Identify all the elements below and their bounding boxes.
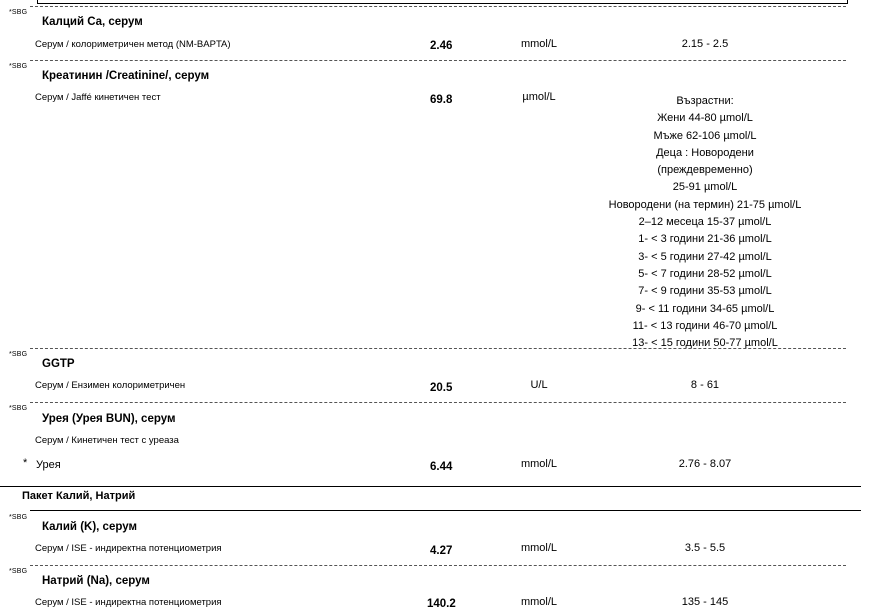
range-line: (преждевременно) [657, 164, 753, 177]
test-unit: U/L [530, 379, 548, 391]
test-range: 3.5 - 5.5 [684, 542, 726, 554]
range-line: 5- < 7 години 28-52 µmol/L [638, 267, 772, 280]
star-marker: * [23, 457, 28, 469]
test-value: 2.46 [430, 40, 453, 52]
top-right-border [847, 0, 848, 4]
lab-marker: *SBG [9, 63, 28, 70]
test-method: Серум / Ензимен колориметричен [35, 380, 186, 391]
separator [30, 402, 846, 403]
package-rule [30, 510, 861, 511]
test-title-sodium: Натрий (Na), серум [42, 575, 150, 587]
test-unit: mmol/L [520, 542, 558, 554]
range-line: 3- < 5 години 27-42 µmol/L [638, 250, 772, 263]
test-method: Серум / Jaffé кинетичен тест [35, 92, 161, 103]
test-value: 4.27 [430, 545, 453, 557]
test-method: Серум / Кинетичен тест с уреаза [35, 435, 179, 446]
sub-test-label: Урея [36, 459, 61, 471]
test-unit: µmol/L [522, 91, 556, 103]
test-unit: mmol/L [520, 458, 558, 470]
test-title-potassium: Калий (K), серум [42, 521, 137, 533]
range-line: 1- < 3 години 21-36 µmol/L [638, 233, 772, 246]
lab-marker: *SBG [9, 514, 28, 521]
range-line: Възрастни: [676, 95, 734, 107]
test-range: 135 - 145 [681, 596, 729, 608]
test-title-creatinine: Креатинин /Creatinine/, серум [42, 70, 210, 82]
range-line: 7- < 9 години 35-53 µmol/L [638, 285, 772, 298]
lab-marker: *SBG [9, 405, 28, 412]
package-rule [0, 486, 861, 487]
range-line: 11- < 13 години 46-70 µmol/L [632, 319, 778, 332]
separator [30, 348, 846, 349]
separator [30, 6, 846, 7]
range-line: 9- < 11 години 34-65 µmol/L [635, 302, 775, 315]
test-range: 2.15 - 2.5 [681, 38, 729, 50]
range-line: 13- < 15 години 50-77 µmol/L [632, 337, 778, 350]
test-value: 140.2 [427, 598, 456, 610]
separator [30, 565, 846, 566]
test-method: Серум / ISE - индиректна потенциометрия [35, 597, 222, 608]
test-value: 69.8 [430, 94, 453, 106]
range-line: 2–12 месеца 15-37 µmol/L [638, 216, 772, 229]
range-line: Жени 44-80 µmol/L [657, 112, 753, 125]
lab-marker: *SBG [9, 568, 28, 575]
reference-range-list [575, 93, 835, 352]
package-title: Пакет Калий, Натрий [22, 490, 136, 502]
test-range: 8 - 61 [690, 379, 720, 391]
test-unit: mmol/L [520, 596, 558, 608]
test-title-urea: Урея (Урея BUN), серум [42, 413, 176, 425]
test-unit: mmol/L [520, 38, 558, 50]
top-rule [37, 3, 847, 4]
test-range: 2.76 - 8.07 [678, 458, 732, 470]
lab-marker: *SBG [9, 351, 28, 358]
range-line: Новородени (на термин) 21-75 µmol/L [608, 198, 802, 211]
test-value: 20.5 [430, 382, 453, 394]
range-line: 25-91 µmol/L [672, 181, 738, 194]
range-line: Мъже 62-106 µmol/L [653, 129, 757, 142]
test-value: 6.44 [430, 461, 453, 473]
test-title-calcium: Калций Ca, серум [42, 16, 143, 28]
lab-marker: *SBG [9, 9, 28, 16]
separator [30, 60, 846, 61]
test-title-ggtp: GGTP [42, 358, 75, 370]
test-method: Серум / колориметричен метод (NM-BAPTA) [35, 39, 231, 50]
range-line: Деца : Новородени [656, 146, 754, 159]
test-method: Серум / ISE - индиректна потенциометрия [35, 543, 222, 554]
